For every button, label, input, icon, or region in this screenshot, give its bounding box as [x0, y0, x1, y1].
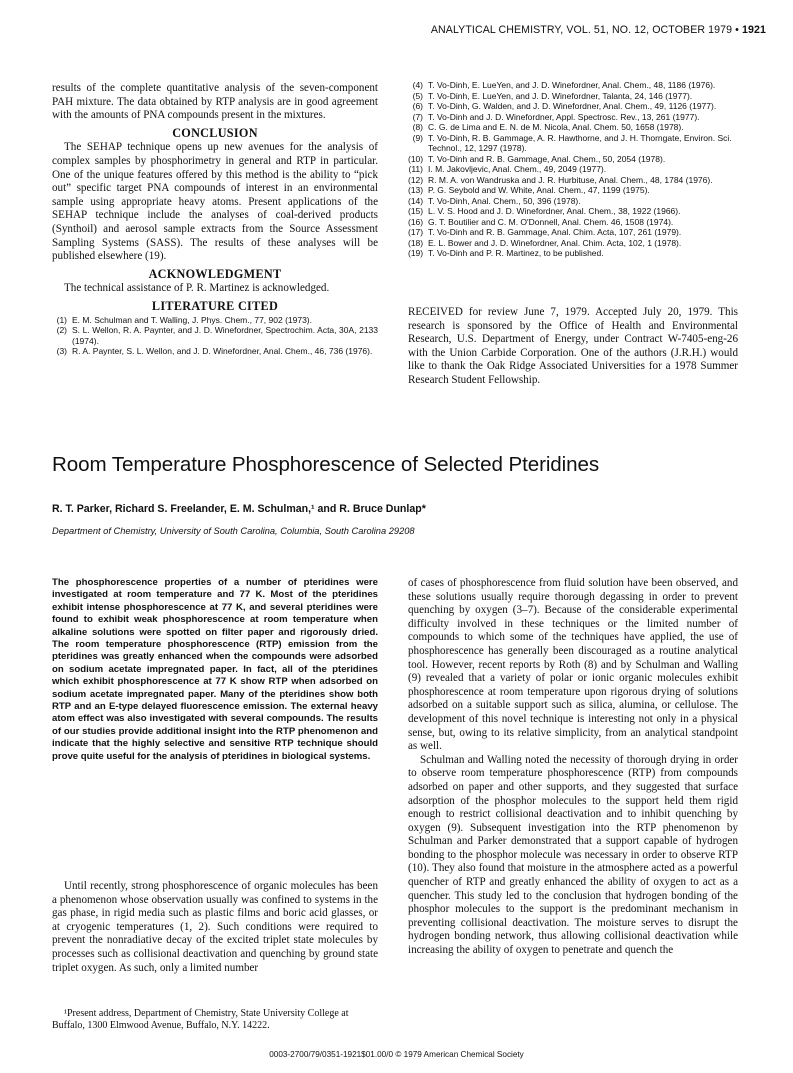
reference-text: T. Vo-Dinh and J. D. Winefordner, Appl. Spectrosc. Rev., 13, 261 (1977). [428, 111, 700, 122]
reference-text: T. Vo-Dinh and R. B. Gammage, Anal. Chem., 50, 2054 (1978). [428, 153, 666, 164]
reference-number: (16) [408, 216, 424, 227]
received-paragraph: RECEIVED for review June 7, 1979. Accepted July 20, 1979. This research is sponsored by the Office of Health and Environmental Research, U.S. Department of Energy, under Contract W-7405-eng-26 with the Union Carbide Corporation. One of the authors (J.R.H.) would like to thank the Oak Ridge Associated Universities for a 1978 Summer Research Student Fellowship. [408, 306, 738, 386]
reference-number: (12) [408, 174, 424, 185]
reference-number: (14) [408, 195, 424, 206]
reference-number: (4) [412, 80, 423, 90]
reference-item [408, 248, 738, 259]
reference-item [408, 154, 738, 165]
reference-text: C. G. de Lima and E. N. de M. Nicola, Anal. Chem. 50, 1658 (1978). [428, 122, 684, 132]
reference-number: (9) [412, 132, 423, 143]
reference-item [408, 206, 738, 217]
reference-number: (13) [408, 185, 424, 195]
reference-text: T. Vo-Dinh, G. Walden, and J. D. Winefordner, Anal. Chem., 49, 1126 (1977). [428, 101, 717, 111]
reference-number: (2) [56, 325, 67, 335]
results-paragraph: results of the complete quantitative analysis of the seven-component PAH mixture. The data obtained by RTP analysis are in good agreement with the amounts of PNA compounds present in the mixtures. [52, 82, 378, 122]
reference-text: E. M. Schulman and T. Walling, J. Phys. Chem., 77, 902 (1973). [72, 314, 313, 325]
reference-text: G. T. Boutilier and C. M. O'Donnell, Anal. Chem. 46, 1508 (1974). [428, 216, 674, 227]
intro-paragraph: Until recently, strong phosphorescence of organic molecules has been a phenomenon whose observation usually was confined to systems in the gas phase, in rigid media such as plastic films and boric acid glasses, or at cryogenic temperatures (1, 2). Such conditions were required to prevent the nonradiative decay of the excited triplet state molecules by processes such as collisional deactivation and quenching by ground state triplet oxygen. As such, only a limited number [52, 880, 378, 974]
reference-text: E. L. Bower and J. D. Winefordner, Anal. Chim. Acta, 102, 1 (1978). [428, 237, 682, 248]
reference-item [408, 80, 738, 91]
intro-left-column [52, 880, 378, 975]
reference-number: (19) [408, 248, 424, 258]
reference-item [408, 122, 738, 133]
reference-item [408, 238, 738, 249]
page-number: 1921 [742, 24, 766, 36]
reference-text: L. V. S. Hood and J. D. Winefordner, Anal. Chem., 38, 1922 (1966). [428, 206, 681, 216]
literature-cited-heading: LITERATURE CITED [151, 298, 279, 313]
abstract: The phosphorescence properties of a number of pteridines were investigated at room temperature and 77 K. Most of the pteridines exhibit intense phosphorescence at 77 K, and several pteridines were found to exhibit weak phosphorescence at room temperature when alkaline solutions were spotted on filter paper and rigorously dried. The room temperature phosphorescence (RTP) emission from the pteridines was greatly enhanced when the compounds were adsorbed on sodium acetate impregnated paper. In fact, all of the pteridines which exhibit phosphorescence at 77 K show RTP when adsorbed on sodium acetate impregnated paper. Many of the pteridines show both RTP and an E-type delayed fluorescence emission. The external heavy atom effect was also investigated with several compounds. The results of our studies provide additional insight into the RTP phenomenon and indicate that the highly selective and sensitive RTP technique should prove quite useful for the analysis of pteridines in biological systems. [52, 577, 378, 762]
reference-item [408, 112, 738, 123]
top-right-column [408, 80, 738, 259]
intro-right-column [408, 577, 738, 958]
reference-item [52, 346, 378, 357]
bullet-separator: • [735, 24, 739, 36]
journal-citation: ANALYTICAL CHEMISTRY, VOL. 51, NO. 12, OCTOBER 1979 [430, 24, 733, 36]
reference-text: S. L. Wellon, R. A. Paynter, and J. D. Winefordner, Spectrochim. Acta, 30A, 2133 (1974). [72, 325, 378, 346]
received-note [408, 306, 738, 388]
reference-text: T. Vo-Dinh and P. R. Martinez, to be published. [428, 248, 604, 258]
reference-text: T. Vo-Dinh and R. B. Gammage, Anal. Chim. Acta, 107, 261 (1979). [428, 227, 682, 237]
reference-number: (18) [408, 237, 424, 248]
reference-item [408, 227, 738, 238]
footnote [52, 1008, 378, 1032]
conclusion-paragraph: The SEHAP technique opens up new avenues for the analysis of complex samples by phosphorimetry in general and RTP in particular. One of the unique features offered by this method is the ability to “pick out” specific target PNA compounds of interest in an environmental sample using appropriate heavy atoms. Present applications of the SEHAP technique include the analyses of coal-derived products (Synthoil) and aerosol sample extracts from the Source Assessment Sampling Systems (SASS). The results of these analyses will be published elsewhere (19). [52, 141, 378, 263]
reference-text: R. M. A. von Wandruska and J. R. Hurbituse, Anal. Chem., 48, 1784 (1976). [428, 174, 713, 185]
article-title: Room Temperature Phosphorescence of Selected Pteridines [52, 453, 600, 476]
reference-item [408, 133, 738, 154]
reference-text: T. Vo-Dinh, E. LueYen, and J. D. Winefordner, Talanta, 24, 146 (1977). [428, 90, 693, 101]
reference-number: (15) [408, 206, 424, 216]
reference-list-right [408, 80, 738, 259]
footnote-text: ¹Present address, Department of Chemistry, State University College at Buffalo, 1300 Elmwood Avenue, Buffalo, N.Y. 14222. [52, 1008, 349, 1031]
reference-text: T. Vo-Dinh, R. B. Gammage, A. R. Hawthorne, and J. H. Thorngate, Environ. Sci. Technol., 12, 1297 (1978). [428, 132, 732, 153]
conclusion-heading: CONCLUSION [172, 125, 258, 140]
reference-number: (7) [412, 111, 423, 122]
reference-text: I. M. Jakovljevic, Anal. Chem., 49, 2049 (1977). [428, 164, 607, 174]
acknowledgment-heading: ACKNOWLEDGMENT [148, 266, 282, 281]
intro-right-paragraph-1: of cases of phosphorescence from fluid solution have been observed, and these solutions usually require thorough degassing in order to prevent quenching by oxygen (3–7). Because of the considerable experimental difficulty involved in these techniques or the limited number of compounds to which some of the techniques have applied, the use of phosphorescence has generally been discouraged as a routine analytical tool. However, recent reports by Roth (8) and by Schulman and Walling (9) revealed that a variety of polar or ionic organic molecules exhibit phosphorescence at room temperature upon rigorous drying of solutions adsorbed on a suitable support such as silica, alumina, or cellulose. The development of this novel technique is interesting not only in a physical sense, but, owing to its relative simplicity, from an analytical standpoint as well. [408, 577, 738, 753]
reference-item [408, 217, 738, 228]
reference-item [408, 91, 738, 102]
reference-item [408, 185, 738, 196]
reference-number: (11) [408, 164, 423, 174]
reference-number: (5) [412, 90, 423, 101]
intro-right-paragraph-2: Schulman and Walling noted the necessity of thorough drying in order to observe room temperature phosphorescence (RTP) from compounds adsorbed on paper and other supports, and they suggested that surface adsorption of the phosphor molecules to the support held them rigid enough to restrict collisional deactivation and to inhibit quenching by oxygen (9). Subsequent investigation into the RTP phenomenon by Schulman and Parker demonstrated that a support capable of hydrogen bonding to the phosphor molecule was necessary in order to observe RTP (10). They also found that moisture in the atmosphere acted as a powerful quencher of RTP and greatly enhanced the ability of oxygen to act as a quencher. This study led to the conclusion that hydrogen bonding of the phosphor molecules to the support is the predominant mechanism in preventing collisional deactivation. The moisture serves to disrupt the hydrogen bonding network, thus allowing collisional deactivation while increasing the ability of oxygen to penetrate and quench the [408, 753, 738, 957]
article-authors: R. T. Parker, Richard S. Freelander, E. M. Schulman,¹ and R. Bruce Dunlap* [52, 503, 426, 515]
reference-item [408, 164, 738, 175]
reference-item [52, 315, 378, 326]
reference-item [408, 175, 738, 186]
reference-item [52, 325, 378, 346]
article-affiliation: Department of Chemistry, University of South Carolina, Columbia, South Carolina 29208 [52, 526, 415, 536]
reference-text: R. A. Paynter, S. L. Wellon, and J. D. Winefordner, Anal. Chem., 46, 736 (1976). [72, 346, 373, 356]
acknowledgment-paragraph: The technical assistance of P. R. Martinez is acknowledged. [64, 282, 330, 295]
running-head [380, 24, 766, 36]
top-left-column [52, 82, 378, 357]
reference-list-left [52, 315, 378, 357]
reference-item [408, 196, 738, 207]
reference-number: (6) [412, 101, 423, 111]
reference-number: (10) [408, 153, 424, 164]
reference-number: (8) [412, 122, 423, 132]
reference-text: P. G. Seybold and W. White, Anal. Chem., 47, 1199 (1975). [428, 185, 650, 195]
reference-number: (3) [56, 346, 67, 356]
page-footer: 0003-2700/79/0351-1921$01.00/0 © 1979 American Chemical Society [269, 1050, 524, 1059]
reference-number: (1) [56, 314, 67, 325]
reference-item [408, 101, 738, 112]
reference-text: T. Vo-Dinh, Anal. Chem., 50, 396 (1978). [428, 195, 581, 206]
reference-text: T. Vo-Dinh, E. LueYen, and J. D. Winefordner, Anal. Chem., 48, 1186 (1976). [428, 80, 716, 90]
reference-number: (17) [408, 227, 424, 237]
